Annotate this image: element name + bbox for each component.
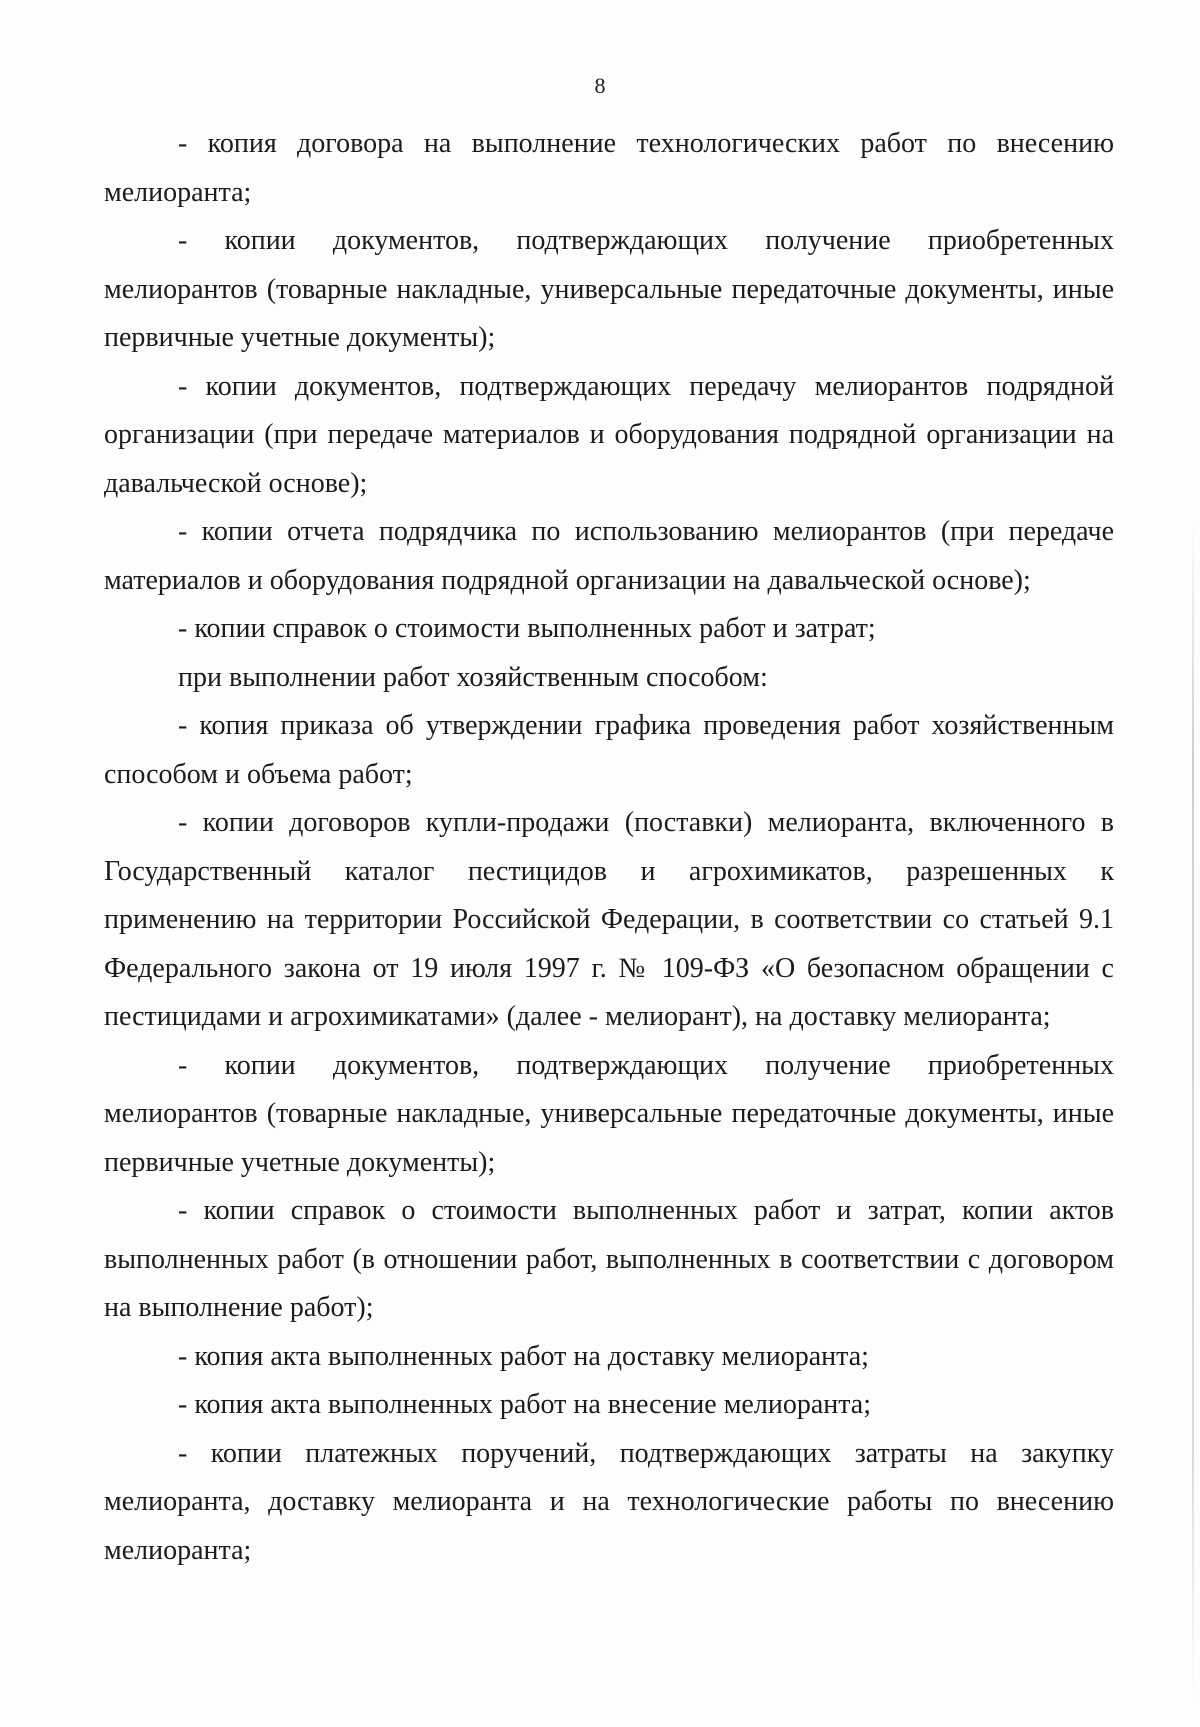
paragraph: - копии документов, подтверждающих передачу мелиорантов подрядной организации (при передаче материалов и оборудования подрядной организации на давальческой основе);	[104, 370, 1114, 499]
paragraph: - копия акта выполненных работ на внесение мелиоранта;	[178, 1389, 872, 1420]
paragraph: - копии справок о стоимости выполненных работ и затрат, копии актов выполненных работ (в отношении работ, выполненных в соответствии с договором на выполнение работ);	[104, 1195, 1114, 1323]
paragraph: при выполнении работ хозяйственным способом:	[178, 661, 768, 693]
paragraph: - копии документов, подтверждающих получение приобретенных мелиорантов (товарные накладные, универсальные передаточные документы, иные первичные учетные документы);	[104, 225, 1114, 353]
paragraph: - копии документов, подтверждающих получение приобретенных мелиорантов (товарные накладные, универсальные передаточные документы, иные первичные учетные документы);	[104, 1049, 1114, 1178]
page-number: 8	[594, 73, 606, 98]
paragraph: - копии платежных поручений, подтверждающих затраты на закупку мелиоранта, доставку мелиоранта и на технологические работы по внесению мелиоранта;	[104, 1437, 1114, 1566]
paragraph: - копии отчета подрядчика по использованию мелиорантов (при передаче материалов и оборудования подрядной организации на давальческой основе);	[104, 516, 1114, 596]
document-body	[104, 120, 1114, 1575]
scan-edge-shadow	[1192, 520, 1194, 1700]
paragraph: - копии договоров купли-продажи (поставки) мелиоранта, включенного в Государственный каталог пестицидов и агрохимикатов, разрешенных к применению на территории Российской Федерации, в соответствии со статьей 9.1 Федерального закона от 19 июля 1997 г. № 109-ФЗ «О безопасном обращении с пестицидами и агрохимикатами» (далее - мелиорант), на доставку мелиоранта;	[104, 807, 1114, 1032]
paragraph: - копия договора на выполнение технологических работ по внесению мелиоранта;	[104, 128, 1114, 208]
paragraph: - копия акта выполненных работ на доставку мелиоранта;	[178, 1340, 869, 1372]
paragraph: - копия приказа об утверждении графика проведения работ хозяйственным способом и объема работ;	[104, 710, 1114, 790]
paragraph: - копии справок о стоимости выполненных работ и затрат;	[178, 613, 876, 644]
